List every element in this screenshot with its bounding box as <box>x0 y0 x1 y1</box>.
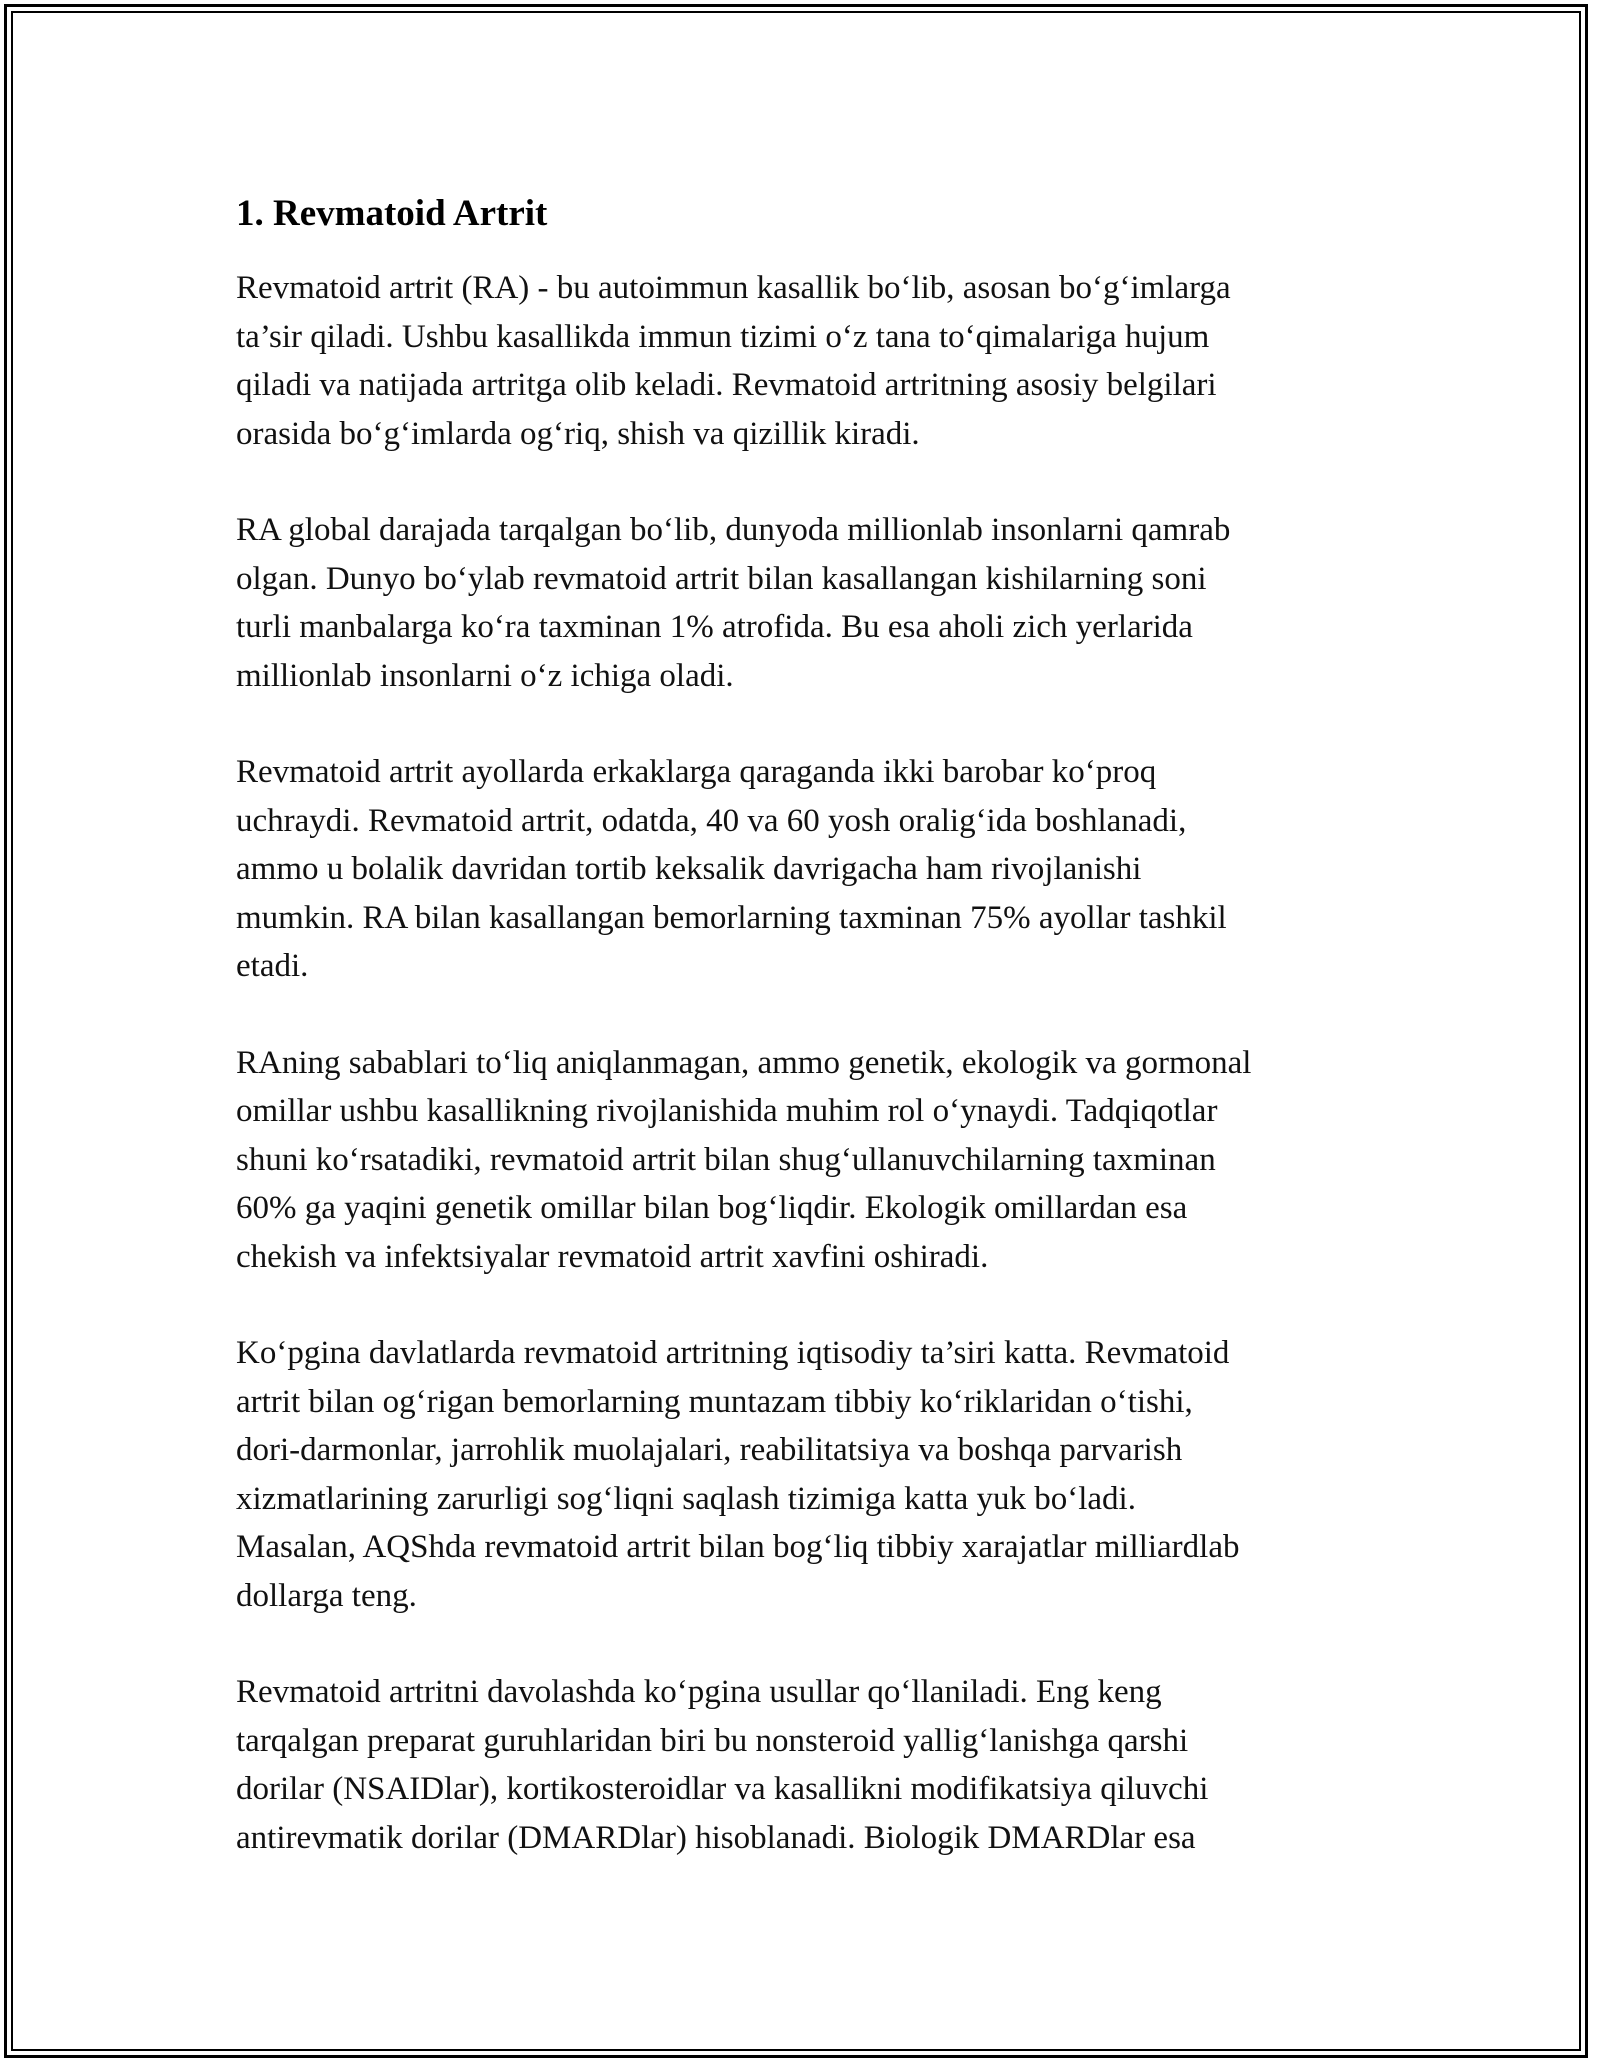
paragraph-4 <box>236 1039 1376 1282</box>
paragraph-1 <box>236 264 1376 458</box>
text-line: Ko‘pgina davlatlarda revmatoid artritning iqtisodiy ta’siri katta. Revmatoid <box>236 1335 1230 1371</box>
text-line: omillar ushbu kasallikning rivojlanishida muhim rol o‘ynaydi. Tadqiqotlar <box>236 1093 1218 1129</box>
text-line: millionlab insonlarni o‘z ichiga oladi. <box>236 657 734 694</box>
text-line: orasida bo‘g‘imlarda og‘riq, shish va qizillik kiradi. <box>236 415 920 452</box>
text-line: antirevmatik dorilar (DMARDlar) hisoblanadi. Biologik DMARDlar esa <box>236 1819 1196 1856</box>
text-line: RAning sabablari to‘liq aniqlanmagan, ammo genetik, ekologik va gormonal <box>236 1044 1252 1081</box>
text-line: Revmatoid artritni davolashda ko‘pgina usullar qo‘llaniladi. Eng keng <box>236 1674 1162 1710</box>
paragraph-6 <box>236 1668 1376 1862</box>
text-line: Revmatoid artrit (RA) - bu autoimmun kasallik bo‘lib, asosan bo‘g‘imlarga <box>236 270 1231 306</box>
text-line: Masalan, AQShda revmatoid artrit bilan bog‘liq tibbiy xarajatlar milliardlab <box>236 1529 1240 1565</box>
text-line: dollarga teng. <box>236 1577 417 1614</box>
document-body <box>236 184 1376 1910</box>
text-line: artrit bilan og‘rigan bemorlarning muntazam tibbiy ko‘riklaridan o‘tishi, <box>236 1383 1193 1420</box>
text-line: chekish va infektsiyalar revmatoid artrit xavfini oshiradi. <box>236 1238 989 1275</box>
paragraph-3 <box>236 748 1376 991</box>
text-line: shuni ko‘rsatadiki, revmatoid artrit bilan shug‘ullanuvchilarning taxminan <box>236 1141 1216 1178</box>
text-line: dori-darmonlar, jarrohlik muolajalari, reabilitatsiya va boshqa parvarish <box>236 1432 1183 1468</box>
text-line: etadi. <box>236 948 309 984</box>
text-line: tarqalgan preparat guruhlaridan biri bu nonsteroid yallig‘lanishga qarshi <box>236 1722 1189 1759</box>
text-line: dorilar (NSAIDlar), kortikosteroidlar va kasallikni modifikatsiya qiluvchi <box>236 1771 1209 1807</box>
text-line: mumkin. RA bilan kasallangan bemorlarning taxminan 75% ayollar tashkil <box>236 899 1227 936</box>
text-line: Revmatoid artrit ayollarda erkaklarga qaraganda ikki barobar ko‘proq <box>236 754 1157 790</box>
text-line: RA global darajada tarqalgan bo‘lib, dunyoda millionlab insonlarni qamrab <box>236 512 1231 548</box>
text-line: turli manbalarga ko‘ra taxminan 1% atrofida. Bu esa aholi zich yerlarida <box>236 609 1193 645</box>
text-line: uchraydi. Revmatoid artrit, odatda, 40 va 60 yosh oralig‘ida boshlanadi, <box>236 802 1187 839</box>
paragraph-5 <box>236 1329 1376 1620</box>
text-line: qiladi va natijada artritga olib keladi. Revmatoid artritning asosiy belgilari <box>236 367 1217 403</box>
paragraph-2 <box>236 506 1376 700</box>
text-line: ta’sir qiladi. Ushbu kasallikda immun tizimi o‘z tana to‘qimalariga hujum <box>236 318 1210 355</box>
text-line: xizmatlarining zarurligi sog‘liqni saqlash tizimiga katta yuk bo‘ladi. <box>236 1480 1136 1517</box>
section-heading: 1. Revmatoid Artrit <box>236 193 548 234</box>
text-line: olgan. Dunyo bo‘ylab revmatoid artrit bilan kasallangan kishilarning soni <box>236 560 1207 597</box>
text-line: 60% ga yaqini genetik omillar bilan bog‘liqdir. Ekologik omillardan esa <box>236 1190 1188 1226</box>
text-line: ammo u bolalik davridan tortib keksalik davrigacha ham rivojlanishi <box>236 851 1142 887</box>
